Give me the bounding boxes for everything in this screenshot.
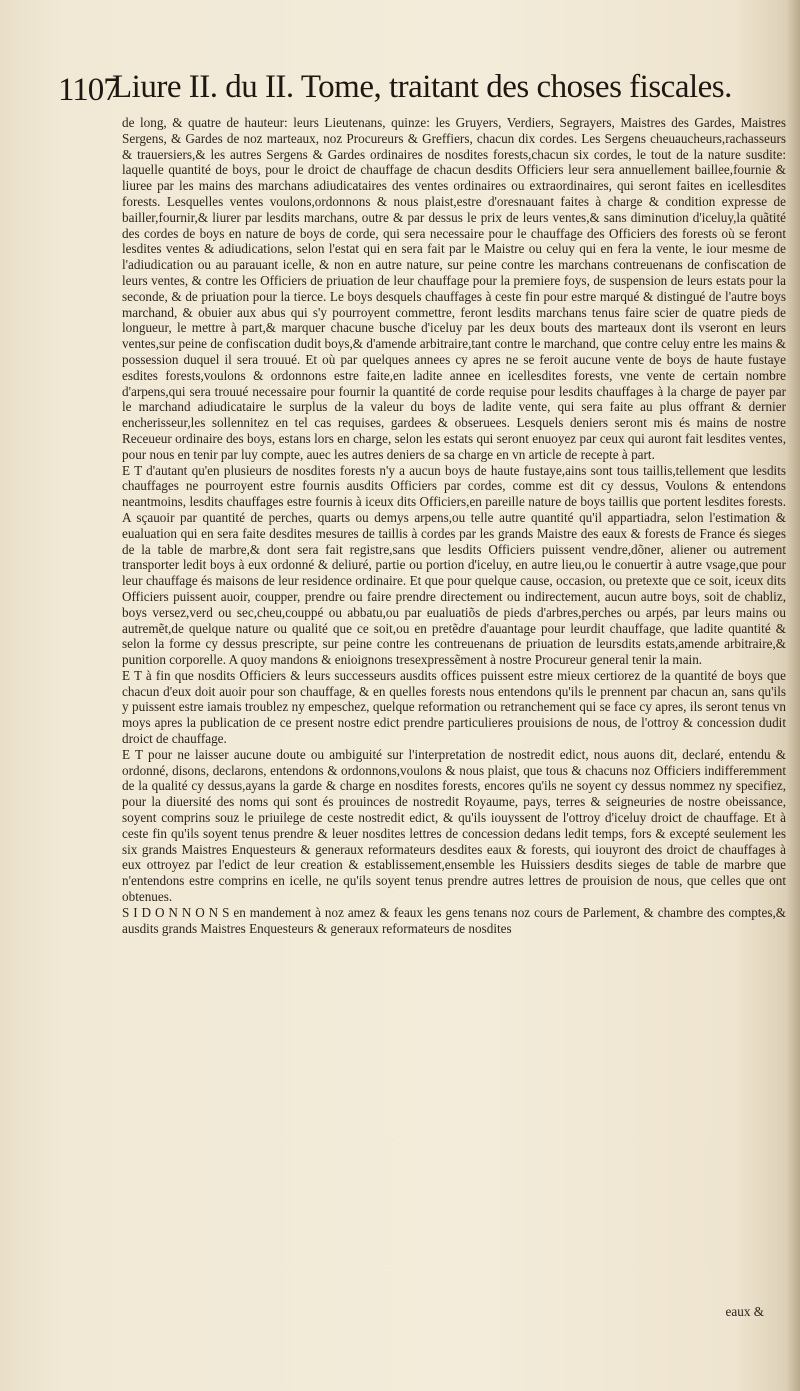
page-number: 1107 bbox=[58, 72, 119, 108]
paragraph: de long, & quatre de hauteur: leurs Lieutenans, quinze: les Gruyers, Verdiers, Segrayers, Maistres des Gardes, Maistres Sergens, & Gardes de noz marteaux, noz Procureurs & Greffiers, chacun dix cordes. Les Sergens cheuaucheurs,rachasseurs & trauersiers,& les autres Sergens & Gardes ordinaires de nosdites forests,chacun six cordes, le tout de la nature susdite: laquelle quantité de boys, pour le droict de chauffage de chacun desdits Officiers leur sera annuellement baillee,fournie & liuree par les mains des marchans adiudicataires des ventes ordinaires ou extraordinaires, qui seront faites en icellesdites forests. Lesquelles ventes voulons,ordonnons & nous plaist,estre d'oresnauant faites à charge & condition expresse de bailler,fournir,& liurer par lesdits marchans, outre & par dessus le prix de leurs ventes,& sans diminution d'iceluy,la quãtité des cordes de boys en nature de boys de corde, qui sera necessaire pour le chauffage des Officiers des forests où se feront lesdites ventes & adiudications, selon l'estat qui en sera fait par le Maistre ou celuy qui en fera la vente, le iour mesme de l'adiudication ou au parauant icelle, & non en autre nature, sur peine contre les marchans contreuenans de confiscation de leurs ventes, & contre les Officiers de priuation de leur chauffage pour la premiere foys, de suspension de leurs estats pour la seconde, & de priuation pour la tierce. Le boys desquels chauffages à ceste fin pour estre marqué & distingué de l'autre boys marchand, & obuier aux abus qui s'y pourroyent commettre, feront lesdits marchans tenus faire scier de quatre pieds de longueur, le mettre à part,& marquer chacune busche d'iceluy par les deux bouts des marteaux dont ils vseront en leurs ventes,sur peine de confiscation dudit boys,& d'amende arbitraire,tant contre le marchand, que contre celuy entre les mains & possession duquel il sera trouué. Et où par quelques annees cy apres ne se feroit aucune vente de boys de haute fustaye esdites forests,voulons & ordonnons estre faite,en ladite annee en icellesdites forests, vne vente de certain nombre d'arpens,qui sera trouué necessaire pour fournir la quantité de corde requise pour lesdits chauffages à la charge de payer par le marchand adiudicataire le surplus de la valeur du boys de ladite vente, qui sera faite au plus offrant & dernier encherisseur,les sollennitez en tel cas requises, gardees & obseruees. Lesquels deniers seront mis és mains de nostre Receueur ordinaire des boys, estans lors en charge, selon les estats qui seront enuoyez par ceux qui auront fait lesdites ventes, pour nous en tenir par luy compte, auec les autres deniers de sa charge en vn article de recepte à part. bbox=[122, 115, 786, 462]
paragraph: E T pour ne laisser aucune doute ou ambiguité sur l'interpretation de nostredit edict, nous auons dit, declaré, entendu & ordonné, disons, declarons, entendons & ordonnons,voulons & nous plaist, que tous & chacuns noz Officiers indifferemment de la qualité cy dessus,ayans la garde & charge en nosdites forests, encores qu'ils ne soyent cy dessus nommez ny specifiez, pour la diuersité des noms qui sont és prouinces de nostredit Royaume, pays, terres & seigneuries de nostre obeissance, soyent comprins souz le priuilege de ceste nostredit edict, & qu'ils iouyssent de l'ottroy d'iceluy droict de chauffage. Et à ceste fin qu'ils soyent tenus prendre & leuer nosdites lettres de concession dedans ledit temps, fors & excepté seulement les six grands Maistres Enquesteurs & generaux reformateurs desdites eaux & forests, qui iouyront des droict de chauffages à eux ottroyez par l'edict de leur creation & establissement,ensemble les Huissiers desdits sieges de table de marbre que n'entendons estre comprins en icelle, ne qu'ils soyent tenus prendre autres lettres de prouision de nous, que celles que ont obtenues. bbox=[122, 746, 786, 905]
paragraph: E T d'autant qu'en plusieurs de nosdites forests n'y a aucun boys de haute fustaye,ains sont tous taillis,tellement que lesdits chauffages ne pourroyent estre fournis ausdits Officiers par cordes, comme est dit cy dessus, Voulons & entendons neantmoins, lesdits chauffages estre fournis à iceux dits Officiers,en pareille nature de boys taillis que portent lesdites forests. A sçauoir par quantité de perches, quarts ou demys arpens,ou telle autre quantité qu'il appartiadra, selon l'estimation & eualuation qui en sera faite desdites mesures de taillis à cordes par les grands Maistre des eaux & forests de France és sieges de la table de marbre,& dont sera fait registre,sans que lesdits Officiers puissent vendre,dõner, aliener ou autrement transporter ledit boys à eux ordonné & deliuré, partie ou portion d'iceluy, en autre lieu,ou le conuertir à autre vsage,que pour leur chauffage és maisons de leur residence ordinaire. Et que pour quelque cause, occasion, ou pretexte que ce soit, iceux dits Officiers puissent auoir, coupper, prendre ou faire prendre directement ou indirectement, aucun autre boys, soit de chabliz, boys versez,verd ou sec,cheu,couppé ou abbatu,ou par eualuatiõs de pieds d'arbres,perches ou arpés, par leurs mains ou autremẽt,de quelque nature ou qualité que ce soit,ou en pretẽdre d'auantage pour leurdit chauffage, que ladite quantité & selon la forme cy dessus prescripte, sur peine contre les contreuenans de priuation de leursdits estats,amende arbitraire,& punition corporelle. A quoy mandons & enioignons tresexpressẽment à nostre Procureur general tenir la main. bbox=[122, 462, 786, 668]
running-title: Liure II. du II. Tome, traitant des choses fiscales. bbox=[112, 69, 732, 105]
paragraph: S I D O N N O N S en mandement à noz amez & feaux les gens tenans noz cours de Parlement, & chambre des comptes,& ausdits grands Maistres Enquesteurs & generaux reformateurs de nosdites bbox=[122, 904, 786, 936]
page-edge-shadow bbox=[786, 0, 800, 1391]
paragraph: E T à fin que nosdits Officiers & leurs successeurs ausdits offices puissent estre mieux certiorez de la quantité de boys que chacun d'eux doit auoir pour son chauffage, & en quelles forests nous entendons qu'ils le prennent par chacun an, sans qu'ils y puissent estre iamais troublez ny empeschez, quelque reformation ou retranchement qui se face cy apres, ils seront tenus vn moys apres la publication de ce present nostre edict prendre particulieres prouisions de nous, de l'ottroy & concession dudit droict de chauffage. bbox=[122, 667, 786, 747]
body-text bbox=[122, 115, 786, 936]
catchword: eaux & bbox=[725, 1304, 764, 1319]
